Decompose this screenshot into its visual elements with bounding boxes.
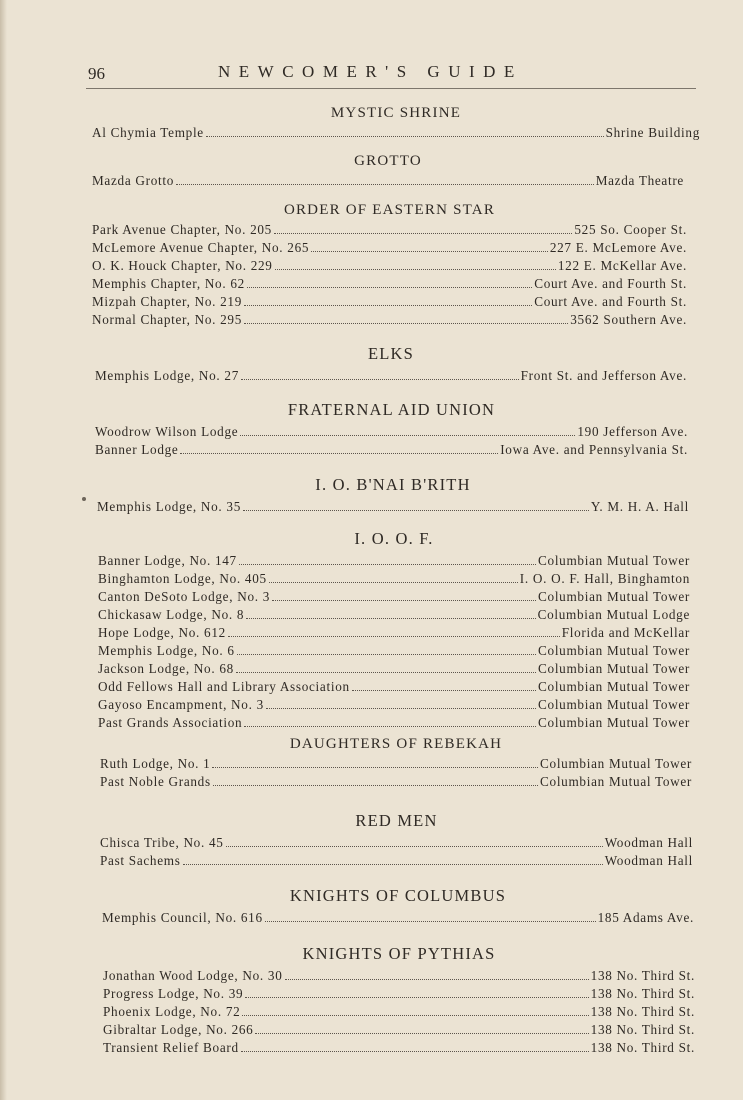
entry-name: Odd Fellows Hall and Library Association [98,679,350,694]
entry-list [100,834,693,870]
entry-name: Woodrow Wilson Lodge [95,424,239,439]
entry-place: Columbian Mutual Tower [538,643,690,658]
entry-place: Columbian Mutual Tower [538,553,690,568]
page-header [86,58,696,89]
entry-list [92,172,684,190]
entry-list [98,552,690,732]
dot-leader [243,499,589,511]
entry-place: 138 No. Third St. [590,1004,695,1019]
dot-leader [275,258,556,270]
dot-leader [265,910,596,922]
entry-place: Columbian Mutual Tower [540,774,692,789]
entry-name: Progress Lodge, No. 39 [103,986,244,1001]
list-item [103,1003,695,1021]
dot-leader [269,571,518,583]
entry-place: 525 So. Cooper St. [574,222,687,237]
entry-name: Past Grands Association [98,715,243,730]
entry-place: Iowa Ave. and Pennsylvania St. [500,442,688,457]
list-item [92,293,687,311]
dot-leader [246,607,535,619]
dot-leader [228,625,560,637]
section-title: DAUGHTERS OF REBEKAH [289,736,503,752]
list-item [98,570,690,588]
list-item [95,423,688,441]
dot-leader [241,1040,589,1052]
entry-name: Binghamton Lodge, No. 405 [98,571,267,586]
list-item [92,275,687,293]
list-item [98,588,690,606]
entry-place: Columbian Mutual Tower [538,679,690,694]
entry-name: Normal Chapter, No. 295 [92,312,242,327]
dot-leader [247,276,532,288]
entry-list [92,221,687,329]
entry-list [95,423,688,459]
entry-name: Memphis Lodge, No. 6 [98,643,235,658]
entry-place: 138 No. Third St. [590,1022,695,1037]
section-title: I. O. O. F. [354,529,434,548]
dot-leader [266,697,536,709]
list-item [102,909,694,927]
list-item [92,124,700,142]
entry-name: Memphis Chapter, No. 62 [92,276,245,291]
list-item [103,985,695,1003]
running-title: NEWCOMER'S GUIDE [218,62,523,81]
entry-place: Court Ave. and Fourth St. [534,276,687,291]
entry-name: Mazda Grotto [92,173,175,188]
dot-leader [245,986,588,998]
entry-place: Shrine Building [605,125,700,140]
section-title: KNIGHTS OF PYTHIAS [302,944,496,963]
list-item [100,852,693,870]
section-knights-of-columbus [102,885,694,927]
entry-name: Memphis Council, No. 616 [102,910,263,925]
entry-name: Chisca Tribe, No. 45 [100,835,224,850]
entry-list [100,755,692,791]
entry-name: McLemore Avenue Chapter, No. 265 [92,240,310,255]
entry-list [103,967,695,1057]
entry-place: 190 Jefferson Ave. [577,424,688,439]
list-item [92,172,684,190]
entry-name: Chickasaw Lodge, No. 8 [98,607,245,622]
entry-place: Woodman Hall [604,835,693,850]
dot-leader [240,424,575,436]
list-item [100,834,693,852]
entry-place: 138 No. Third St. [590,1040,695,1055]
entry-place: Florida and McKellar [561,625,690,640]
entry-name: Hope Lodge, No. 612 [98,625,226,640]
section-mystic-shrine [92,104,700,142]
list-item [95,367,687,385]
section-title: GROTTO [354,153,422,169]
list-item [92,239,687,257]
list-item [98,696,690,714]
page-speck [82,497,86,501]
dot-leader [242,1004,588,1016]
entry-name: Phoenix Lodge, No. 72 [103,1004,241,1019]
entry-place: Columbian Mutual Tower [538,589,690,604]
entry-list [92,124,700,142]
entry-name: Mizpah Chapter, No. 219 [92,294,242,309]
list-item [98,606,690,624]
entry-name: Banner Lodge, No. 147 [98,553,237,568]
entry-name: Banner Lodge [95,442,179,457]
page-number: 96 [88,64,105,83]
entry-name: Past Noble Grands [100,774,211,789]
entry-place: Y. M. H. A. Hall [590,499,689,514]
list-item [98,678,690,696]
entry-place: 227 E. McLemore Ave. [549,240,687,255]
list-item [97,498,689,516]
entry-place: 185 Adams Ave. [597,910,694,925]
section-elks [95,343,687,385]
dot-leader [285,968,589,980]
entry-place: Columbian Mutual Tower [538,661,690,676]
dot-leader [226,835,603,847]
list-item [92,311,687,329]
entry-name: Ruth Lodge, No. 1 [100,756,211,771]
entry-place: I. O. O. F. Hall, Binghamton [519,571,690,586]
list-item [103,1021,695,1039]
dot-leader [236,661,536,673]
entry-place: 122 E. McKellar Ave. [557,258,687,273]
section-red-men [100,810,693,870]
entry-name: Past Sachems [100,853,181,868]
entry-name: Park Avenue Chapter, No. 205 [92,222,272,237]
dot-leader [212,756,538,768]
entry-place: Columbian Mutual Tower [538,715,690,730]
entry-name: Canton DeSoto Lodge, No. 3 [98,589,271,604]
entry-name: Transient Relief Board [103,1040,239,1055]
list-item [98,660,690,678]
list-item [103,967,695,985]
dot-leader [206,125,604,137]
section-title: ORDER OF EASTERN STAR [283,202,496,218]
list-item [100,755,692,773]
section-title: RED MEN [355,811,438,830]
dot-leader [255,1022,588,1034]
entry-name: Gayoso Encampment, No. 3 [98,697,264,712]
entry-place: Court Ave. and Fourth St. [534,294,687,309]
list-item [100,773,692,791]
entry-place: Front St. and Jefferson Ave. [520,368,687,383]
dot-leader [244,312,568,324]
section-order-of-eastern-star [92,201,687,329]
list-item [92,221,687,239]
entry-place: Columbian Mutual Lodge [537,607,690,622]
list-item [92,257,687,275]
dot-leader [241,368,519,380]
section-ioof [98,528,690,732]
entry-list [95,367,687,385]
entry-name: Jonathan Wood Lodge, No. 30 [103,968,283,983]
entry-place: Columbian Mutual Tower [540,756,692,771]
entry-place: Woodman Hall [604,853,693,868]
list-item [103,1039,695,1057]
section-title: ELKS [367,344,415,363]
dot-leader [352,679,536,691]
dot-leader [274,222,572,234]
list-item [98,642,690,660]
page-gutter-shadow [0,0,7,1100]
entry-name: Gibraltar Lodge, No. 266 [103,1022,254,1037]
dot-leader [244,715,536,727]
entry-list [102,909,694,927]
list-item [98,624,690,642]
entry-name: Jackson Lodge, No. 68 [98,661,234,676]
dot-leader [239,553,536,565]
section-title: MYSTIC SHRINE [330,105,462,121]
section-daughters-of-rebekah [100,735,692,791]
dot-leader [311,240,548,252]
list-item [98,552,690,570]
entry-name: O. K. Houck Chapter, No. 229 [92,258,273,273]
entry-place: Columbian Mutual Tower [538,697,690,712]
dot-leader [213,774,538,786]
dot-leader [272,589,536,601]
list-item [95,441,688,459]
section-knights-of-pythias [103,943,695,1057]
dot-leader [237,643,536,655]
dot-leader [244,294,532,306]
entry-place: Mazda Theatre [595,173,684,188]
section-title: FRATERNAL AID UNION [287,400,496,419]
section-title: I. O. B'NAI B'RITH [315,475,471,494]
entry-name: Memphis Lodge, No. 27 [95,368,239,383]
entry-place: 138 No. Third St. [590,968,695,983]
section-title: KNIGHTS OF COLUMBUS [289,886,507,905]
section-fraternal-aid-union [95,399,688,459]
entry-list [97,498,689,516]
entry-name: Memphis Lodge, No. 35 [97,499,241,514]
dot-leader [176,173,594,185]
section-bnai-brith [97,474,689,516]
section-grotto [92,152,684,190]
dot-leader [183,853,603,865]
entry-place: 138 No. Third St. [590,986,695,1001]
entry-name: Al Chymia Temple [92,125,204,140]
entry-place: 3562 Southern Ave. [570,312,687,327]
dot-leader [180,442,498,454]
list-item [98,714,690,732]
